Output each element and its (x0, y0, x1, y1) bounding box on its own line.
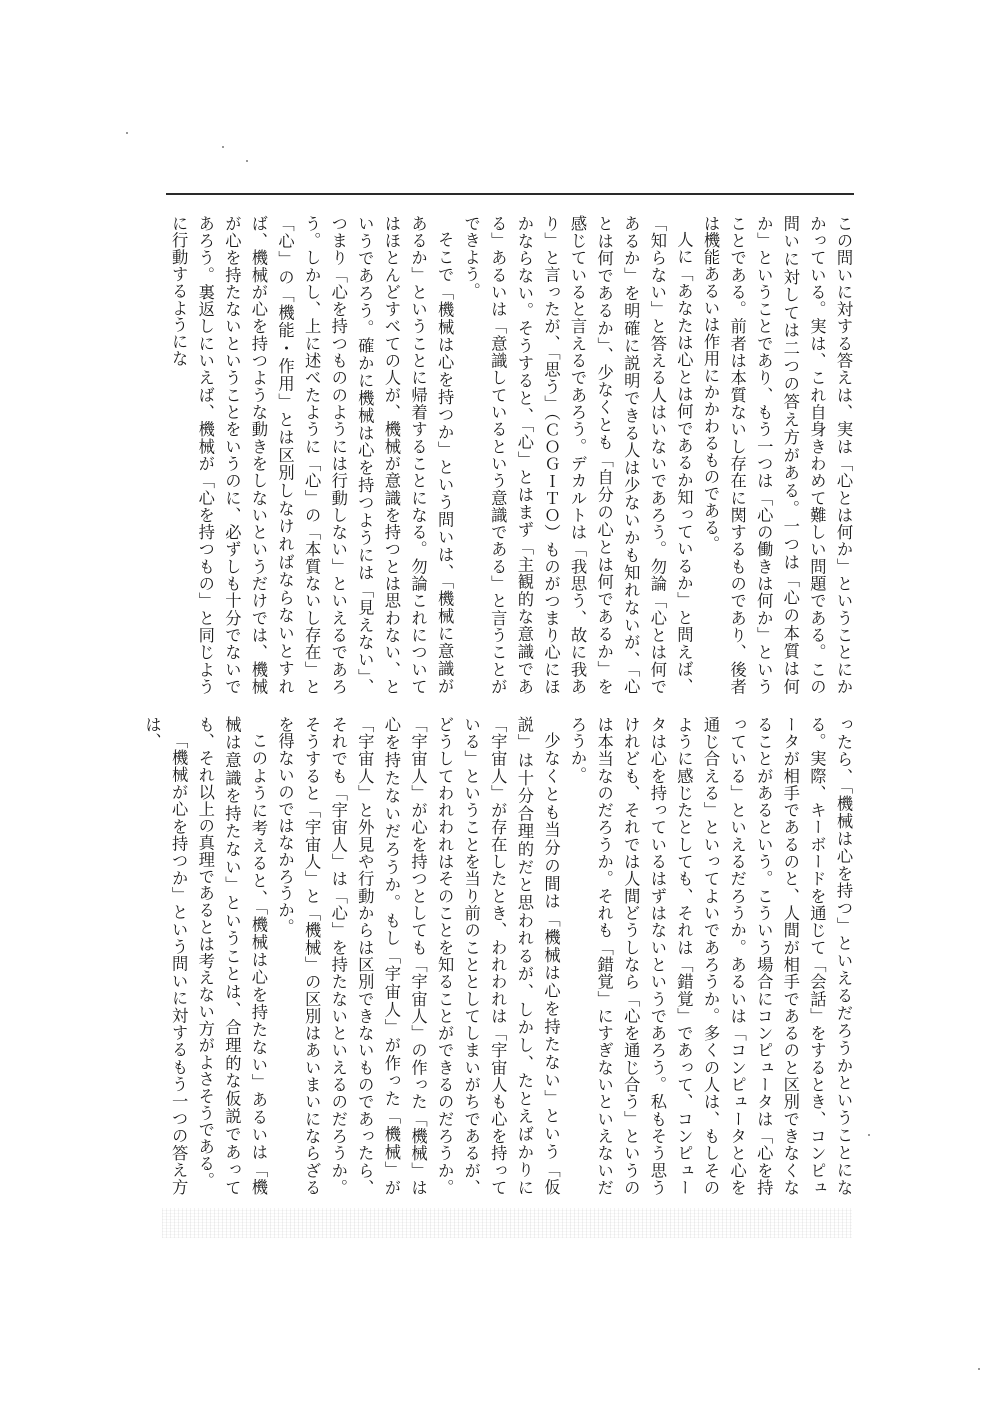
paragraph: ったら、「機械は心を持つ」といえるだろうかということになる。実際、キーボードを通じて「会話」をするとき、コンピュータが相手であるのと、人間が相手であるのと区別できなくなることがあるという。こういう場合にコンピュータは「心を持っている」といえるだろうか。あるいは「コンピュータと心を通じ合える」といってよいであろうか。多くの人は、もしそのように感じたとしても、それは「錯覚」であって、コンピュータは心を持っているはずはないというであろう。私もそう思うけれども、それでは人間どうしなら「心を通じ合う」というのは本当なのだろうか。それも「錯覚」にすぎないといえないだろうか。 (568, 716, 853, 1196)
paragraph: そこで「機械は心を持つか」という問いは、「機械に意識があるか」ということに帰着することになる。勿論これについてはほとんどすべての人が、機械が意識を持つとは思わない、というであろう。確かに機械は心を持つようには「見えない」、つまり「心を持つもののようには行動しない」といえるであろう。しかし、上に述べたように「心」の「本質ないし存在」と「心」の「機能・作用」とは区別しなければならないとすれば、機械が心を持つような動きをしないというだけでは、機械が心を持たないということをいうのに、必ずしも十分でないであろう。裏返しにいえば、機械が「心を持つもの」と同じように行動するようにな (169, 215, 455, 695)
paragraph: この問いに対する答えは、実は「心とは何か」ということにかかっている。実は、これ自身きわめて難しい問題である。この問いに対しては二つの答え方がある。一つは「心の本質は何か」ということであり、もう一つは「心の働きは何か」ということである。前者は本質ないし存在に関するものであり、後者は機能あるいは作用にかかわるものである。 (701, 215, 853, 695)
scan-speck (246, 160, 248, 162)
lower-text-block (142, 716, 856, 1196)
scan-speck (868, 1134, 870, 1136)
scan-speck (222, 146, 224, 148)
paragraph: 「機械が心を持つか」という問いに対するもう一つの答え方は、 (142, 716, 189, 1196)
paragraph: 人に「あなたは心とは何であるか知っているか」と問えば、「知らない」と答える人はいないであろう。勿論「心とは何であるか」を明確に説明できる人は少ないかも知れないが、「心とは何であるか」、少なくとも「自分の心とは何であるか」を感じていると言えるであろう。デカルトは「我思う、故に我あり」と言ったが、「思う」（ＣＯＧＩＴＯ）ものがつまり心にほかならない。そうすると、「心」とはまず「主観的な意識である」あるいは「意識しているという意識である」と言うことができよう。 (461, 215, 694, 695)
header-rule (166, 193, 854, 195)
paragraph: 少なくとも当分の間は「機械は心を持たない」という「仮説」は十分合理的だと思われるが、しかし、たとえばかりに「宇宙人」が存在したとき、われわれは「宇宙人も心を持っている」ということを当り前のこととしてしまいがちであるが、どうしてわれわれはそのことを知ることができるのだろうか。「宇宙人」が心を持つとしても「宇宙人」の作った「機械」は心を持たないだろうか。もし「宇宙人」が作った「機械」が「宇宙人」と外見や行動からは区別できないものであったら、それでも「宇宙人」は「心」を持たないといえるのだろうか。そうすると「宇宙人」と「機械」の区別はあいまいにならざるを得ないのではなかろうか。 (275, 716, 561, 1196)
upper-text-block (166, 215, 856, 695)
paragraph: このように考えると、「機械は心を持たない」あるいは「機械は意識を持たない」ということは、合理的な仮説であっても、それ以上の真理であるとは考えない方がよさそうである。 (195, 716, 268, 1196)
scan-noise (162, 1208, 852, 1238)
scan-speck (978, 1368, 980, 1370)
scan-speck (126, 132, 128, 134)
